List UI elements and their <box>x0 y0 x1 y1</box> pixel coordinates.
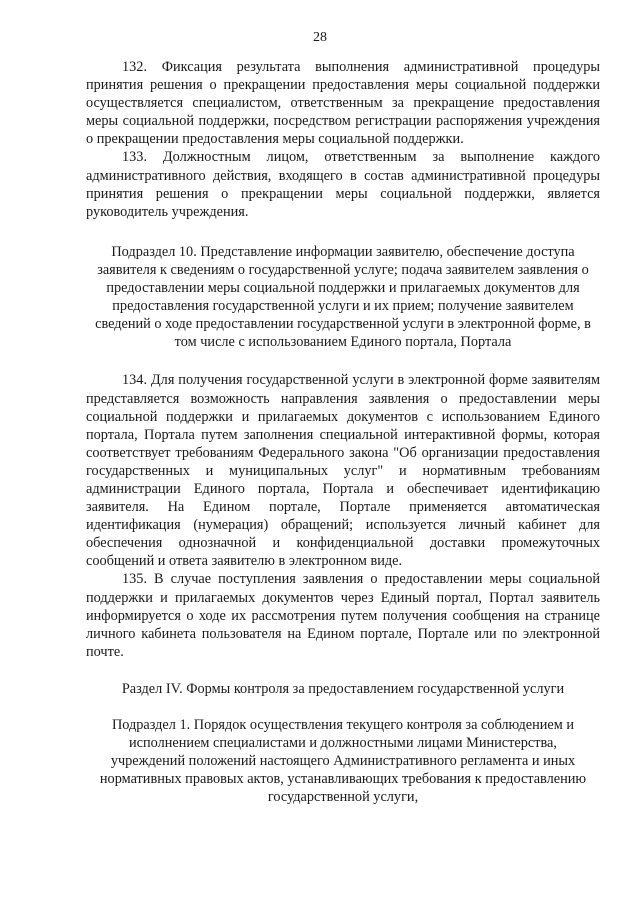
paragraph-135: 135. В случае поступления заявления о предоставлении меры социальной поддержки и прилагаемых документов через Единый портал, Портал заявитель информируется о ходе их рассмотрения путем получения сообщения на странице личного кабинета пользователя на Едином портале, Портале или по электронной почте. <box>86 571 600 660</box>
paragraph-134: 134. Для получения государственной услуги в электронной форме заявителям представляется возможность направления заявления о предоставлении меры социальной поддержки и прилагаемых документов с использованием Единого портала, Портала путем заполнения специальной интерактивной формы, которая соответствует требованиям Федерального закона "Об организации предоставления государственных и муниципальных услуг" и нормативным требованиям администрации Единого портала, Портала и обеспечивает идентификацию заявителя. На Едином портале, Портале применяется автоматическая идентификация (нумерация) обращений; используется личный кабинет для обеспечения однозначной и конфиденциальной доставки промежуточных сообщений и ответа заявителю в электронном виде. <box>86 372 600 570</box>
document-body <box>86 58 600 806</box>
subsection-10-heading: Подраздел 10. Представление информации заявителю, обеспечение доступа заявителя к сведениям о государственной услуге; подача заявителем заявления о предоставлении меры социальной поддержки и прилагаемых документов для предоставления государственной услуги и их прием; получение заявителем сведений о ходе предоставлении государственной услуги в электронной форме, в том числе с использованием Единого портала, Портала <box>95 243 591 351</box>
section-4-heading: Раздел IV. Формы контроля за предоставлением государственной услуги <box>121 680 565 697</box>
paragraph-132: 132. Фиксация результата выполнения административной процедуры принятия решения о прекращении предоставления меры социальной поддержки осуществляется специалистом, ответственным за прекращение предоставления меры социальной поддержки, посредством регистрации распоряжения учреждения о прекращении предоставления меры социальной поддержки. <box>86 59 600 148</box>
page-number: 28 <box>313 30 327 45</box>
paragraph-133: 133. Должностным лицом, ответственным за выполнение каждого административного действия, входящего в состав административной процедуры принятия решения о прекращении меры социальной поддержки, является руководитель учреждения. <box>86 149 600 220</box>
subsection-1-heading: Подраздел 1. Порядок осуществления текущего контроля за соблюдением и исполнением специалистами и должностными лицами Министерства, учреждений положений настоящего Административного регламента и иных нормативных правовых актов, устанавливающих требования к предоставлению государственной услуги, <box>99 717 587 806</box>
